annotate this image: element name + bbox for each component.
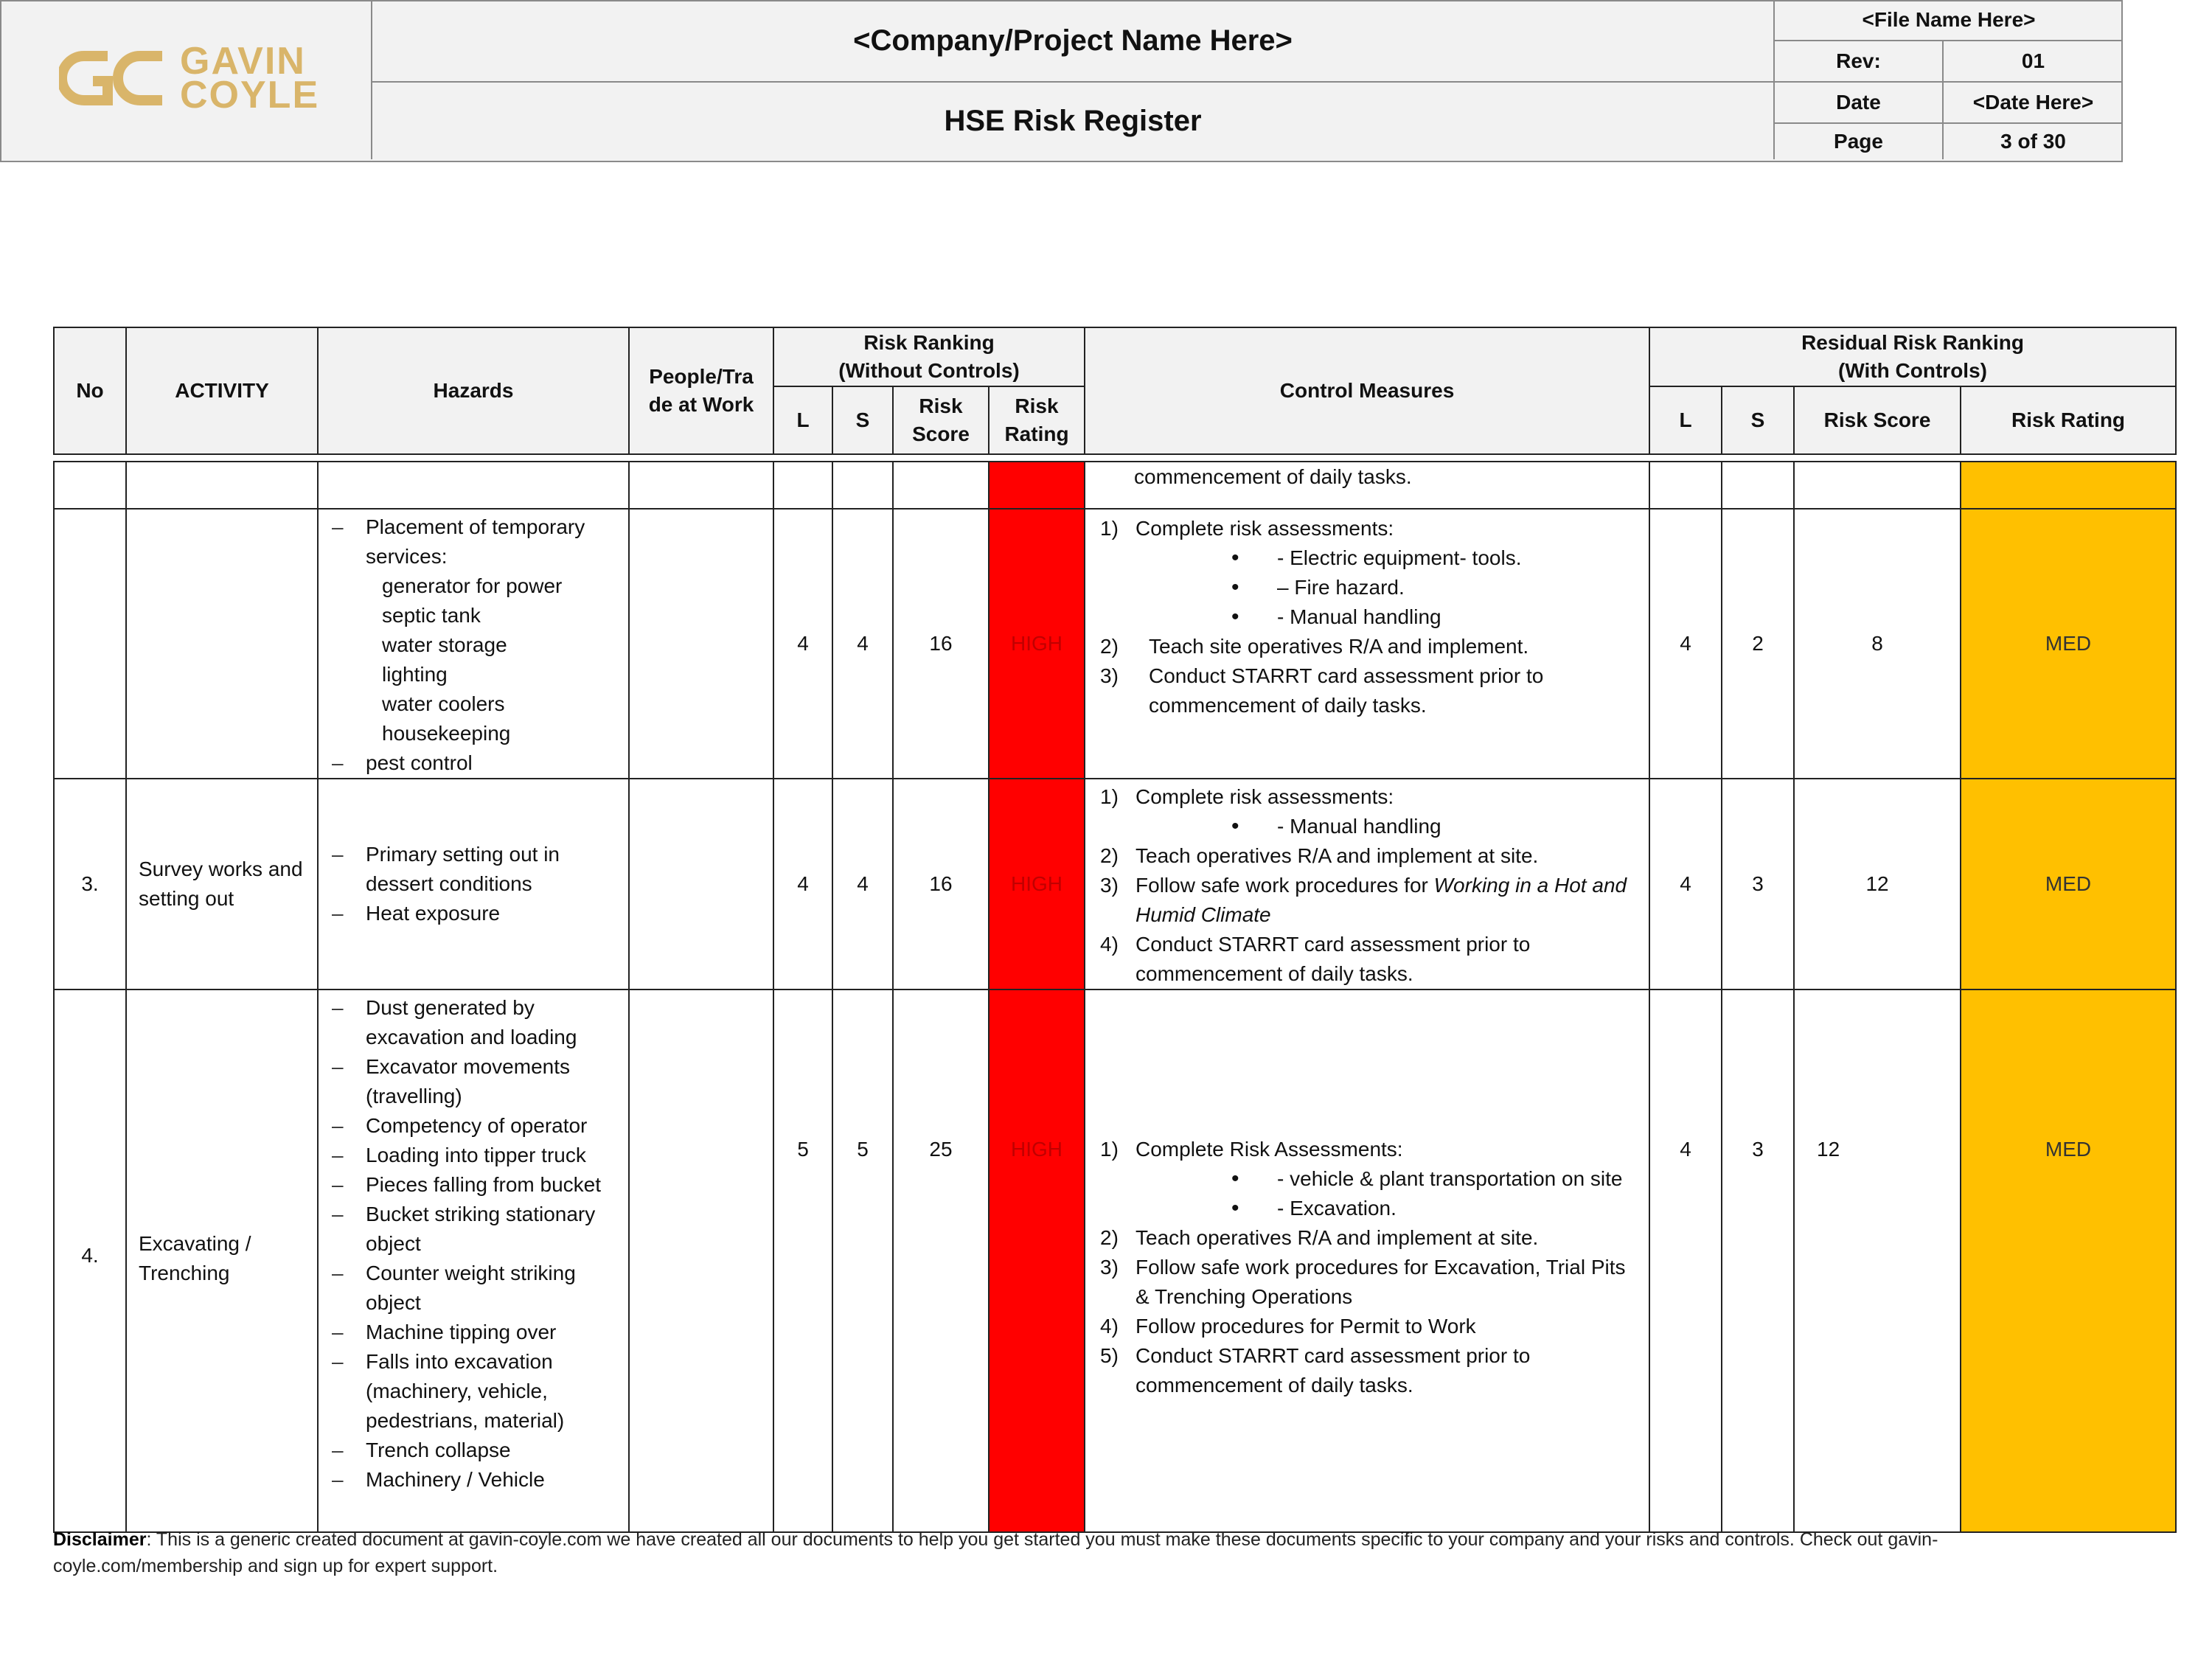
disclaimer-text: : This is a generic created document at gavin-coyle.com we have created all our documents to help you get started you must make these documents specific to your company and your risks and controls. Check out gavin-coyle.com/membership and sign up for expert support. <box>53 1529 1938 1576</box>
risk-ranking-title: Risk Ranking <box>863 331 995 354</box>
page-value: 3 of 30 <box>2000 130 2066 153</box>
control-number: 4) <box>1100 933 1119 956</box>
control-number: 2) <box>1100 635 1119 658</box>
residual-subtitle: (With Controls) <box>1838 359 1987 382</box>
table-row <box>54 509 2176 779</box>
table-row <box>54 462 2176 509</box>
risk-rating-badge: HIGH <box>989 990 1085 1532</box>
control-measures-cell <box>1085 990 1649 1532</box>
col-activity: ACTIVITY <box>126 327 318 454</box>
col-residual-risk <box>1649 327 2176 386</box>
control-text-italic: Working in a Hot and Humid Climate <box>1135 874 1627 926</box>
table-row <box>54 990 2176 1532</box>
hazards-cell <box>318 509 629 779</box>
control-number: 2) <box>1100 844 1119 867</box>
residual-title: Residual Risk Ranking <box>1801 331 2024 354</box>
hazard-item: – Machine tipping over <box>332 1318 624 1347</box>
control-text: Complete risk assessments: <box>1135 517 1394 540</box>
likelihood-value: 4 <box>773 779 832 990</box>
hazards-cell <box>318 990 629 1532</box>
activity-cell: Excavating / Trenching <box>126 990 318 1532</box>
control-bullet: • - Electric equipment- tools. <box>1231 543 1641 573</box>
rev-label: Rev: <box>1836 49 1881 72</box>
control-text: Teach operatives R/A and implement at site. <box>1135 1226 1539 1249</box>
risk-score-value: 25 <box>893 990 989 1532</box>
control-text: Conduct STARRT card assessment prior to commencement of daily tasks. <box>1149 664 1544 717</box>
control-text: Follow safe work procedures for Excavation, Trial Pits & Trenching Operations <box>1135 1256 1626 1308</box>
hazard-subitem: generator for power <box>382 574 563 597</box>
col-res-s: S <box>1722 386 1794 454</box>
residual-rating-badge: MED <box>1961 779 2176 990</box>
hazard-item: – Falls into excavation (machinery, vehicle, pedestrians, material) <box>332 1347 624 1436</box>
continued-control-text: commencement of daily tasks. <box>1085 462 1649 509</box>
control-number: 3) <box>1100 664 1119 687</box>
control-text: Follow procedures for Permit to Work <box>1135 1315 1476 1338</box>
hazard-item: – Counter weight striking object <box>332 1259 624 1318</box>
severity-value: 4 <box>832 779 893 990</box>
row-number: 3. <box>54 779 126 990</box>
residual-severity: 3 <box>1722 990 1794 1532</box>
row-number: 4. <box>54 990 126 1532</box>
likelihood-value: 5 <box>773 990 832 1532</box>
likelihood-value: 4 <box>773 509 832 779</box>
col-res-risk-score: Risk Score <box>1794 386 1961 454</box>
residual-score: 12 <box>1794 990 1961 1532</box>
hazard-item: – Excavator movements (travelling) <box>332 1052 624 1111</box>
risk-score-value: 16 <box>893 779 989 990</box>
control-text: Conduct STARRT card assessment prior to commencement of daily tasks. <box>1135 933 1531 985</box>
hazard-subitem: lighting <box>382 663 448 686</box>
page-label: Page <box>1834 130 1883 153</box>
hazards-cell <box>318 779 629 990</box>
hazard-item: – Pieces falling from bucket <box>332 1170 624 1200</box>
risk-rating-badge: HIGH <box>989 509 1085 779</box>
severity-value: 5 <box>832 990 893 1532</box>
col-people: People/Tra de at Work <box>629 327 773 454</box>
logo-text-coyle: COYLE <box>180 74 320 116</box>
hazard-item: – Bucket striking stationary object <box>332 1200 624 1259</box>
col-control-measures: Control Measures <box>1085 327 1649 454</box>
date-value: <Date Here> <box>1972 91 2094 114</box>
control-number: 1) <box>1100 517 1119 540</box>
hazard-subitem: water coolers <box>382 692 505 715</box>
company-logo <box>59 40 320 116</box>
hazard-item: – Loading into tipper truck <box>332 1141 624 1170</box>
control-bullet: • - Manual handling <box>1231 602 1641 632</box>
control-text: Complete Risk Assessments: <box>1135 1138 1403 1161</box>
control-number: 1) <box>1100 1138 1119 1161</box>
risk-score-value: 16 <box>893 509 989 779</box>
document-title: HSE Risk Register <box>944 104 1202 137</box>
risk-register-table <box>53 327 2177 1533</box>
col-risk-score: Risk Score <box>893 386 989 454</box>
control-text: Teach operatives R/A and implement at site. <box>1135 844 1539 867</box>
hazard-item: – pest control <box>332 748 624 778</box>
residual-rating-badge: MED <box>1961 990 2176 1532</box>
control-number: 3) <box>1100 874 1119 897</box>
col-l: L <box>773 386 832 454</box>
col-risk-rating: Risk Rating <box>989 386 1085 454</box>
control-number: 5) <box>1100 1344 1119 1367</box>
document-header <box>0 0 2123 162</box>
table-row <box>54 779 2176 990</box>
date-label: Date <box>1836 91 1881 114</box>
control-number: 1) <box>1100 785 1119 808</box>
residual-score: 12 <box>1794 779 1961 990</box>
col-s: S <box>832 386 893 454</box>
severity-value: 4 <box>832 509 893 779</box>
control-measures-cell <box>1085 509 1649 779</box>
control-number: 3) <box>1100 1256 1119 1279</box>
hazard-item: – Placement of temporary services: <box>332 512 624 571</box>
control-bullet: • – Fire hazard. <box>1231 573 1641 602</box>
control-text: Follow safe work procedures for <box>1135 874 1434 897</box>
activity-cell: Survey works and setting out <box>126 779 318 990</box>
control-text: Conduct STARRT card assessment prior to commencement of daily tasks. <box>1135 1344 1531 1397</box>
residual-likelihood: 4 <box>1649 509 1722 779</box>
control-text: Teach site operatives R/A and implement. <box>1149 635 1529 658</box>
risk-rating-badge: HIGH <box>989 779 1085 990</box>
control-bullet: • - Excavation. <box>1231 1194 1641 1223</box>
control-bullet: • - vehicle & plant transportation on site <box>1231 1164 1641 1194</box>
residual-likelihood: 4 <box>1649 990 1722 1532</box>
col-no: No <box>54 327 126 454</box>
hazard-item: – Machinery / Vehicle <box>332 1465 624 1495</box>
col-res-l: L <box>1649 386 1722 454</box>
hazard-item: – Primary setting out in dessert conditions <box>332 840 624 899</box>
control-text: Complete risk assessments: <box>1135 785 1394 808</box>
hazard-subitem: septic tank <box>382 604 481 627</box>
hazard-subitem: housekeeping <box>382 722 511 745</box>
control-bullet: • - Manual handling <box>1231 812 1641 841</box>
hazard-item: – Trench collapse <box>332 1436 624 1465</box>
logo-text-gavin: GAVIN <box>180 40 306 83</box>
control-measures-cell <box>1085 779 1649 990</box>
disclaimer <box>53 1526 2059 1579</box>
hazard-item: – Heat exposure <box>332 899 624 928</box>
residual-score: 8 <box>1794 509 1961 779</box>
risk-ranking-subtitle: (Without Controls) <box>838 359 1020 382</box>
disclaimer-label: Disclaimer <box>53 1529 147 1550</box>
company-project-name: <Company/Project Name Here> <box>853 24 1293 57</box>
residual-likelihood: 4 <box>1649 779 1722 990</box>
residual-severity: 2 <box>1722 509 1794 779</box>
residual-severity: 3 <box>1722 779 1794 990</box>
hazard-item: – Competency of operator <box>332 1111 624 1141</box>
hazard-item: – Dust generated by excavation and loading <box>332 993 624 1052</box>
col-res-risk-rating: Risk Rating <box>1961 386 2176 454</box>
residual-rating-badge: MED <box>1961 509 2176 779</box>
hazard-subitem: water storage <box>382 633 507 656</box>
control-number: 4) <box>1100 1315 1119 1338</box>
rev-value: 01 <box>2021 49 2045 72</box>
col-hazards: Hazards <box>318 327 629 454</box>
control-number: 2) <box>1100 1226 1119 1249</box>
col-risk-ranking <box>773 327 1085 386</box>
gc-logo-icon <box>59 47 170 109</box>
file-name: <File Name Here> <box>1862 8 2036 31</box>
header-row-1 <box>54 327 2176 386</box>
